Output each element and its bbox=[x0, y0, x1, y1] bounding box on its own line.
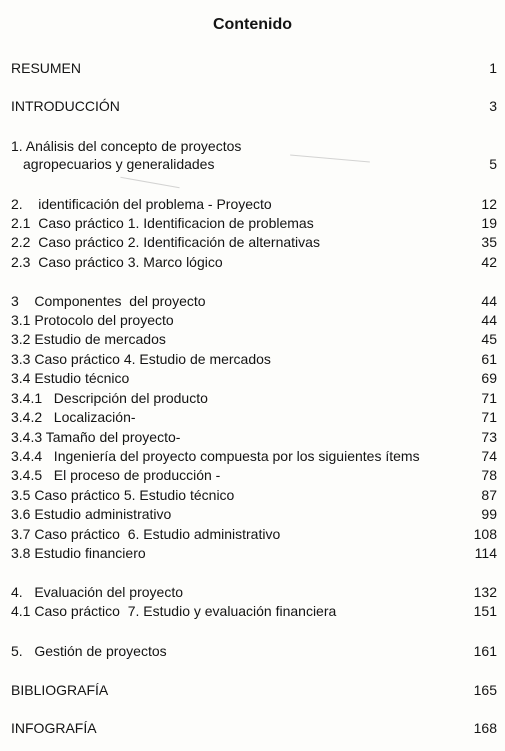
toc-entry-label: 4.1 Caso práctico 7. Estudio y evaluación financiera bbox=[11, 603, 337, 619]
toc-entry-label: 3.4.5 El proceso de producción - bbox=[11, 467, 221, 483]
toc-entry-label: 2.3 Caso práctico 3. Marco lógico bbox=[11, 254, 223, 270]
toc-entry-label: 3.1 Protocolo del proyecto bbox=[11, 312, 174, 328]
toc-entry-page: 71 bbox=[481, 409, 497, 425]
toc-entry-page: 5 bbox=[489, 156, 497, 172]
toc-entry-label-continued: agropecuarios y generalidades bbox=[23, 156, 215, 172]
toc-entry-label: 3.4.3 Tamaño del proyecto- bbox=[11, 429, 181, 445]
toc-entry-page: 108 bbox=[473, 526, 497, 542]
toc-entry-page: 45 bbox=[481, 331, 497, 347]
toc-entry-label: 1. Análisis del concepto de proyectos bbox=[11, 138, 242, 154]
toc-entry-page: 165 bbox=[473, 682, 497, 698]
toc-entry-label: 3.2 Estudio de mercados bbox=[11, 331, 166, 347]
scan-smudge bbox=[120, 177, 179, 188]
toc-entry-page: 44 bbox=[481, 293, 497, 309]
toc-entry-label: 3.8 Estudio financiero bbox=[11, 545, 146, 561]
toc-entry-label: 5. Gestión de proyectos bbox=[11, 643, 167, 659]
toc-entry-label: RESUMEN bbox=[11, 60, 82, 76]
toc-entry-label: BIBLIOGRAFÍA bbox=[11, 682, 109, 698]
toc-entry-page: 3 bbox=[489, 98, 497, 114]
toc-entry-page: 44 bbox=[481, 312, 497, 328]
toc-entry-page: 161 bbox=[473, 643, 497, 659]
page-title: Contenido bbox=[212, 16, 293, 33]
toc-entry-label: 3.3 Caso práctico 4. Estudio de mercados bbox=[11, 351, 271, 367]
toc-entry-page: 87 bbox=[481, 487, 497, 503]
toc-entry-page: 73 bbox=[481, 429, 497, 445]
toc-entry-label: 3.5 Caso práctico 5. Estudio técnico bbox=[11, 487, 235, 503]
toc-entry-page: 74 bbox=[481, 448, 497, 464]
toc-entry-page: 35 bbox=[481, 234, 497, 250]
toc-entry-label: INFOGRAFÍA bbox=[11, 720, 97, 736]
toc-entry-page: 61 bbox=[481, 351, 497, 367]
toc-entry-page: 42 bbox=[481, 254, 497, 270]
toc-entry-label: 3.4.4 Ingeniería del proyecto compuesta por los siguientes ítems bbox=[11, 448, 420, 464]
toc-entry-label: 3.4.1 Descripción del producto bbox=[11, 390, 208, 406]
toc-entry-label: 2.1 Caso práctico 1. Identificacion de problemas bbox=[11, 215, 314, 231]
toc-entry-section-1[interactable] bbox=[11, 137, 497, 173]
toc-entry-page: 168 bbox=[473, 720, 497, 736]
toc-entry-label: 4. Evaluación del proyecto bbox=[11, 584, 183, 600]
toc-entry-label: 3.6 Estudio administrativo bbox=[11, 506, 172, 522]
toc-entry-page: 19 bbox=[481, 215, 497, 231]
toc-entry-label: 2. identificación del problema - Proyecto bbox=[11, 196, 272, 212]
toc-entry-label: 3.4 Estudio técnico bbox=[11, 370, 130, 386]
toc-entry-page: 71 bbox=[481, 390, 497, 406]
toc-entry-page: 69 bbox=[481, 370, 497, 386]
toc-entry-page: 1 bbox=[489, 60, 497, 76]
toc-entry-page: 114 bbox=[474, 545, 497, 561]
toc-entry-label: 3 Componentes del proyecto bbox=[11, 293, 206, 309]
toc-entry-page: 78 bbox=[481, 467, 497, 483]
toc-entry-page: 151 bbox=[473, 603, 497, 619]
toc-entry-label: 3.7 Caso práctico 6. Estudio administrativo bbox=[11, 526, 281, 542]
toc-entry-label: 2.2 Caso práctico 2. Identificación de alternativas bbox=[11, 234, 320, 250]
toc-entry-page: 12 bbox=[481, 196, 497, 212]
toc-entry-label: INTRODUCCIÓN bbox=[11, 98, 120, 114]
toc-entry-page: 99 bbox=[481, 506, 497, 522]
toc-entry-page: 132 bbox=[473, 584, 497, 600]
toc-entry-label: 3.4.2 Localización- bbox=[11, 409, 136, 425]
